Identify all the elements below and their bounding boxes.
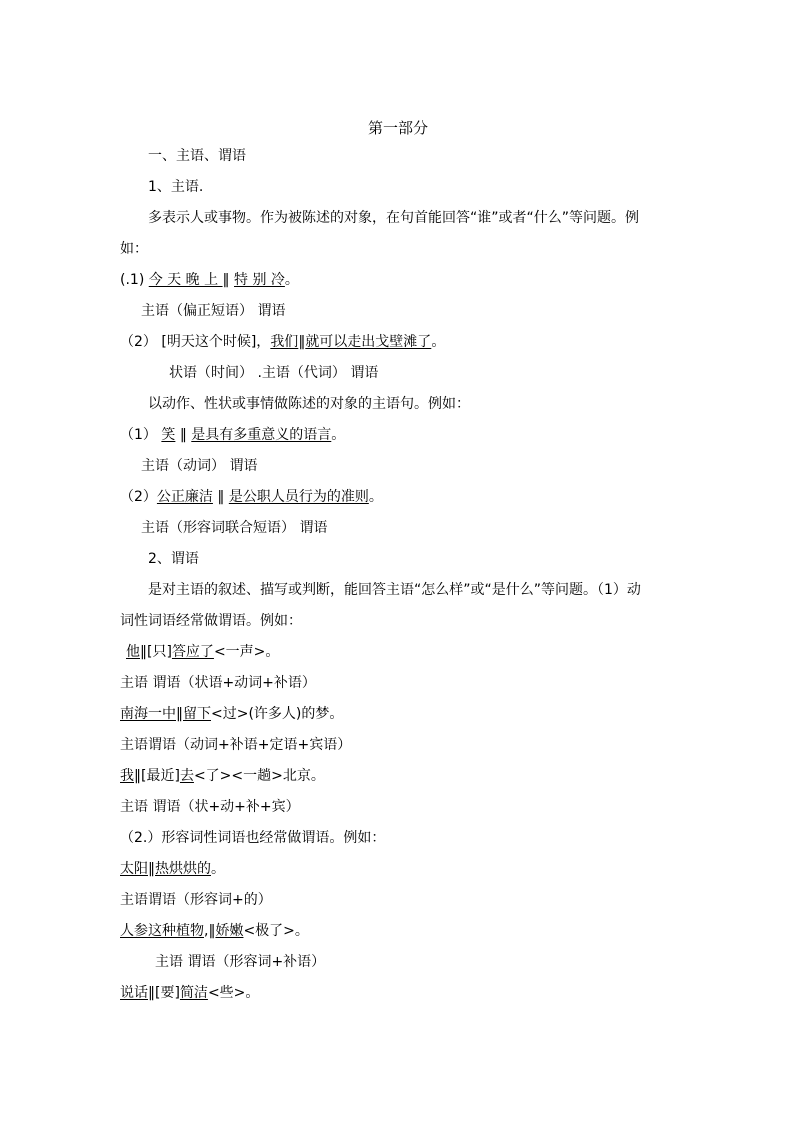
example-annotation: 主语（动词） 谓语 bbox=[141, 458, 258, 474]
example-annotation: 主语（偏正短语） 谓语 bbox=[141, 303, 286, 319]
verb: 答应了 bbox=[171, 644, 214, 660]
example-number: （2） bbox=[120, 334, 157, 350]
example-sentence: （2） [明天这个时候]，我们‖就可以走出戈壁滩了。 bbox=[120, 334, 446, 350]
example-annotation: 主语 谓语（状语+动词+补语） bbox=[120, 675, 316, 691]
subject: 公正廉洁 bbox=[156, 489, 213, 505]
example-number: （1） bbox=[120, 427, 157, 443]
paragraph-line: 以动作、性状或事情做陈述的对象的主语句。例如： bbox=[148, 396, 470, 412]
complement: <极了> bbox=[243, 923, 295, 939]
section-heading: 一、主语、谓语 bbox=[148, 148, 246, 164]
subject: 今 天 晚 上 bbox=[148, 272, 223, 288]
adverbial: [最近] bbox=[141, 768, 180, 784]
adverbial: [只] bbox=[147, 644, 172, 660]
verb: 去 bbox=[179, 768, 194, 784]
subsection-heading: 1、主语. bbox=[148, 179, 204, 195]
subject: 我们 bbox=[270, 334, 299, 350]
subject: 南海一中 bbox=[120, 706, 176, 722]
subject: 我 bbox=[120, 768, 134, 784]
subject: 太阳 bbox=[120, 861, 148, 877]
complement: <过> bbox=[211, 706, 249, 722]
example-annotation: 状语（时间） .主语（代词） 谓语 bbox=[169, 365, 379, 381]
paragraph-line: 是对主语的叙述、描写或判断，能回答主语“怎么样”或“是什么”等问题。（1）动 bbox=[148, 582, 641, 598]
complement: <一声> bbox=[213, 644, 266, 660]
example-sentence: （2）公正廉洁 ‖ 是公职人员行为的准则。 bbox=[120, 489, 383, 505]
separator: ‖ bbox=[134, 768, 141, 784]
separator: ,‖ bbox=[204, 923, 216, 939]
example-number: (.1) bbox=[120, 272, 145, 288]
separator: ‖ bbox=[148, 861, 155, 877]
paragraph-line: （2.）形容词性词语也经常做谓语。例如： bbox=[120, 830, 386, 846]
predicate: 简洁 bbox=[179, 985, 208, 1001]
example-number: （2） bbox=[120, 489, 157, 505]
predicate: 特 别 冷 bbox=[234, 272, 285, 288]
adverbial: [明天这个时候]， bbox=[161, 334, 271, 350]
predicate: 是公职人员行为的准则 bbox=[228, 489, 369, 505]
paragraph-line: 词性词语经常做谓语。例如： bbox=[120, 613, 302, 629]
predicate: 热烘烘的 bbox=[155, 861, 211, 877]
complement: <些> bbox=[207, 985, 246, 1001]
separator: ‖ bbox=[148, 985, 155, 1001]
subject: 说话 bbox=[120, 985, 148, 1001]
example-annotation: 主语（形容词联合短语） 谓语 bbox=[141, 520, 328, 536]
separator: ‖ bbox=[176, 706, 183, 722]
paragraph-line: 如： bbox=[120, 241, 148, 257]
example-annotation: 主语 谓语（状+动+补+宾） bbox=[120, 799, 300, 815]
example-sentence: 南海一中‖留下<过>(许多人)的梦。 bbox=[120, 706, 344, 722]
example-sentence: （1） 笑 ‖ 是具有多重意义的语言。 bbox=[120, 427, 346, 443]
separator: ‖ bbox=[179, 427, 187, 443]
example-sentence: 我‖[最近]去<了><一趟>北京。 bbox=[120, 768, 325, 784]
example-sentence: 人参这种植物,‖娇嫩<极了>。 bbox=[120, 923, 309, 939]
example-sentence: 说话‖[要]简洁<些>。 bbox=[120, 985, 260, 1001]
subject: 他 bbox=[126, 644, 140, 660]
adverbial: [要] bbox=[155, 985, 180, 1001]
subsection-heading: 2、谓语 bbox=[148, 551, 199, 567]
object: 北京 bbox=[282, 768, 311, 784]
example-sentence: 太阳‖热烘烘的。 bbox=[120, 861, 225, 877]
complement: <了><一趟> bbox=[193, 768, 283, 784]
separator: ‖ bbox=[222, 272, 230, 288]
example-annotation: 主语谓语（形容词+的） bbox=[120, 892, 272, 908]
separator: ‖ bbox=[140, 644, 147, 660]
predicate: 娇嫩 bbox=[215, 923, 244, 939]
verb: 留下 bbox=[183, 706, 211, 722]
object: (许多人)的梦 bbox=[248, 706, 330, 722]
predicate: 就可以走出戈壁滩了 bbox=[305, 334, 432, 350]
example-annotation: 主语谓语（动词+补语+定语+宾语） bbox=[120, 737, 352, 753]
example-annotation: 主语 谓语（形容词+补语） bbox=[155, 954, 326, 970]
example-sentence: (.1) 今 天 晚 上 ‖ 特 别 冷。 bbox=[120, 272, 299, 288]
separator: ‖ bbox=[298, 334, 306, 350]
subject: 笑 bbox=[161, 427, 176, 443]
predicate: 是具有多重意义的语言 bbox=[191, 427, 332, 443]
subject: 人参这种植物 bbox=[120, 923, 204, 939]
separator: ‖ bbox=[217, 489, 225, 505]
paragraph-line: 多表示人或事物。作为被陈述的对象，在句首能回答“谁”或者“什么”等问题。例 bbox=[148, 210, 640, 226]
example-sentence: 他‖[只]答应了<一声>。 bbox=[126, 644, 280, 660]
page-title: 第一部分 bbox=[368, 119, 429, 137]
